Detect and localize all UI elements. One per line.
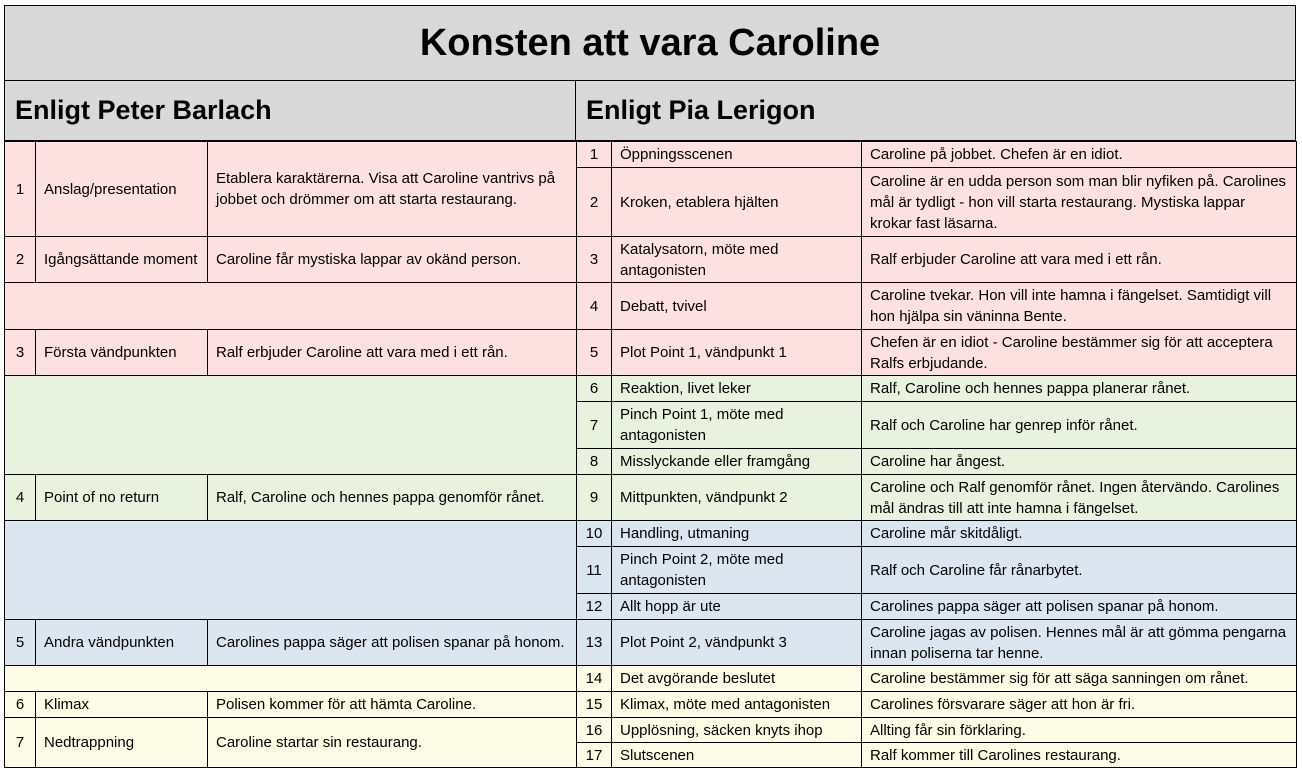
step-description: Ralf erbjuder Caroline att vara med i ett rån. [208,330,577,376]
row-number: 13 [577,620,612,666]
spacer-row [5,666,577,692]
step-description: Caroline mår skitdåligt. [862,521,1297,547]
step-description: Caroline bestämmer sig för att säga sanningen om rånet. [862,666,1297,692]
table-row [577,237,1297,283]
table-row [577,449,1297,475]
step-name: Point of no return [36,475,208,521]
step-name: Igångsättande moment [36,237,208,283]
row-number: 16 [577,718,612,743]
step-description: Ralf och Caroline får rånarbytet. [862,547,1297,594]
table-row [577,475,1297,521]
row-number: 3 [5,330,36,376]
step-name: Pinch Point 1, möte med antagonisten [612,402,862,449]
row-number: 17 [577,743,612,768]
spacer-row [5,283,577,330]
table-row [577,521,1297,547]
row-number: 7 [577,402,612,449]
step-description: Caroline är en udda person som man blir nyfiken på. Carolines mål är tydligt - hon vill starta restaurang. Mystiska lappar krokar fast läsarna. [862,168,1297,237]
step-description: Caroline får mystiska lappar av okänd person. [208,237,577,283]
table-row [577,402,1297,449]
step-name: Upplösning, säcken knyts ihop [612,718,862,743]
step-name: Reaktion, livet leker [612,376,862,402]
row-number: 9 [577,475,612,521]
row-number: 8 [577,449,612,475]
step-description: Carolines pappa säger att polisen spanar på honom. [208,620,577,666]
left-column [4,81,576,768]
step-description: Caroline på jobbet. Chefen är en idiot. [862,142,1297,168]
step-description: Allting får sin förklaring. [862,718,1297,743]
step-name: Misslyckande eller framgång [612,449,862,475]
step-description: Caroline tvekar. Hon vill inte hamna i fängelset. Samtidigt vill hon hjälpa sin väninna Bente. [862,283,1297,330]
step-description: Chefen är en idiot - Caroline bestämmer sig för att acceptera Ralfs erbjudande. [862,330,1297,376]
step-name: Klimax [36,692,208,718]
step-name: Pinch Point 2, möte med antagonisten [612,547,862,594]
row-number: 3 [577,237,612,283]
row-number: 10 [577,521,612,547]
row-number: 4 [577,283,612,330]
story-structure-table [4,5,1296,773]
table-row [5,330,577,376]
table-row [5,475,577,521]
step-description: Etablera karaktärerna. Visa att Caroline vantrivs på jobbet och drömmer om att starta restaurang. [208,142,577,237]
step-description: Caroline har ångest. [862,449,1297,475]
table-row [577,718,1297,743]
step-description: Ralf erbjuder Caroline att vara med i ett rån. [862,237,1297,283]
table-row [577,547,1297,594]
step-description: Ralf, Caroline och hennes pappa genomför rånet. [208,475,577,521]
row-number: 2 [577,168,612,237]
table-row [577,620,1297,666]
step-name: Katalysatorn, möte med antagonisten [612,237,862,283]
left-table [4,141,577,768]
row-number: 11 [577,547,612,594]
page-title: Konsten att vara Caroline [4,5,1296,81]
table-row [577,168,1297,237]
step-description: Carolines försvarare säger att hon är fri. [862,692,1297,718]
right-table [576,141,1297,768]
step-name: Andra vändpunkten [36,620,208,666]
row-number: 5 [5,620,36,666]
row-number: 7 [5,718,36,768]
table-row [577,692,1297,718]
step-name: Anslag/presentation [36,142,208,237]
step-description: Caroline och Ralf genomför rånet. Ingen återvändo. Carolines mål ändras till att inte hamna i fängelset. [862,475,1297,521]
step-name: Det avgörande beslutet [612,666,862,692]
right-column [576,81,1296,768]
step-description: Caroline startar sin restaurang. [208,718,577,768]
step-name: Mittpunkten, vändpunkt 2 [612,475,862,521]
table-row [577,743,1297,768]
table-row [5,237,577,283]
step-description: Carolines pappa säger att polisen spanar på honom. [862,594,1297,620]
row-number: 6 [577,376,612,402]
step-name: Plot Point 1, vändpunkt 1 [612,330,862,376]
row-number: 14 [577,666,612,692]
step-name: Nedtrappning [36,718,208,768]
table-row [577,666,1297,692]
step-description: Caroline jagas av polisen. Hennes mål är att gömma pengarna innan poliserna tar henne. [862,620,1297,666]
table-row [5,718,577,768]
row-number: 6 [5,692,36,718]
table-row [577,283,1297,330]
step-name: Debatt, tvivel [612,283,862,330]
row-number: 2 [5,237,36,283]
step-name: Klimax, möte med antagonisten [612,692,862,718]
step-name: Plot Point 2, vändpunkt 3 [612,620,862,666]
step-name: Handling, utmaning [612,521,862,547]
spacer-row [5,521,577,620]
step-description: Ralf, Caroline och hennes pappa planerar rånet. [862,376,1297,402]
step-description: Ralf kommer till Carolines restaurang. [862,743,1297,768]
table-row [577,330,1297,376]
table-row [577,594,1297,620]
step-description: Ralf och Caroline har genrep inför rånet. [862,402,1297,449]
row-number: 5 [577,330,612,376]
spacer-row [5,376,577,475]
table-row [5,620,577,666]
step-name: Första vändpunkten [36,330,208,376]
row-number: 1 [577,142,612,168]
right-header: Enligt Pia Lerigon [576,81,1296,141]
table-row [5,142,577,237]
table-row [5,692,577,718]
step-description: Polisen kommer för att hämta Caroline. [208,692,577,718]
table-row [577,142,1297,168]
row-number: 1 [5,142,36,237]
row-number: 15 [577,692,612,718]
row-number: 12 [577,594,612,620]
step-name: Öppningsscenen [612,142,862,168]
table-row [577,376,1297,402]
step-name: Kroken, etablera hjälten [612,168,862,237]
row-number: 4 [5,475,36,521]
left-header: Enligt Peter Barlach [4,81,576,141]
step-name: Slutscenen [612,743,862,768]
step-name: Allt hopp är ute [612,594,862,620]
